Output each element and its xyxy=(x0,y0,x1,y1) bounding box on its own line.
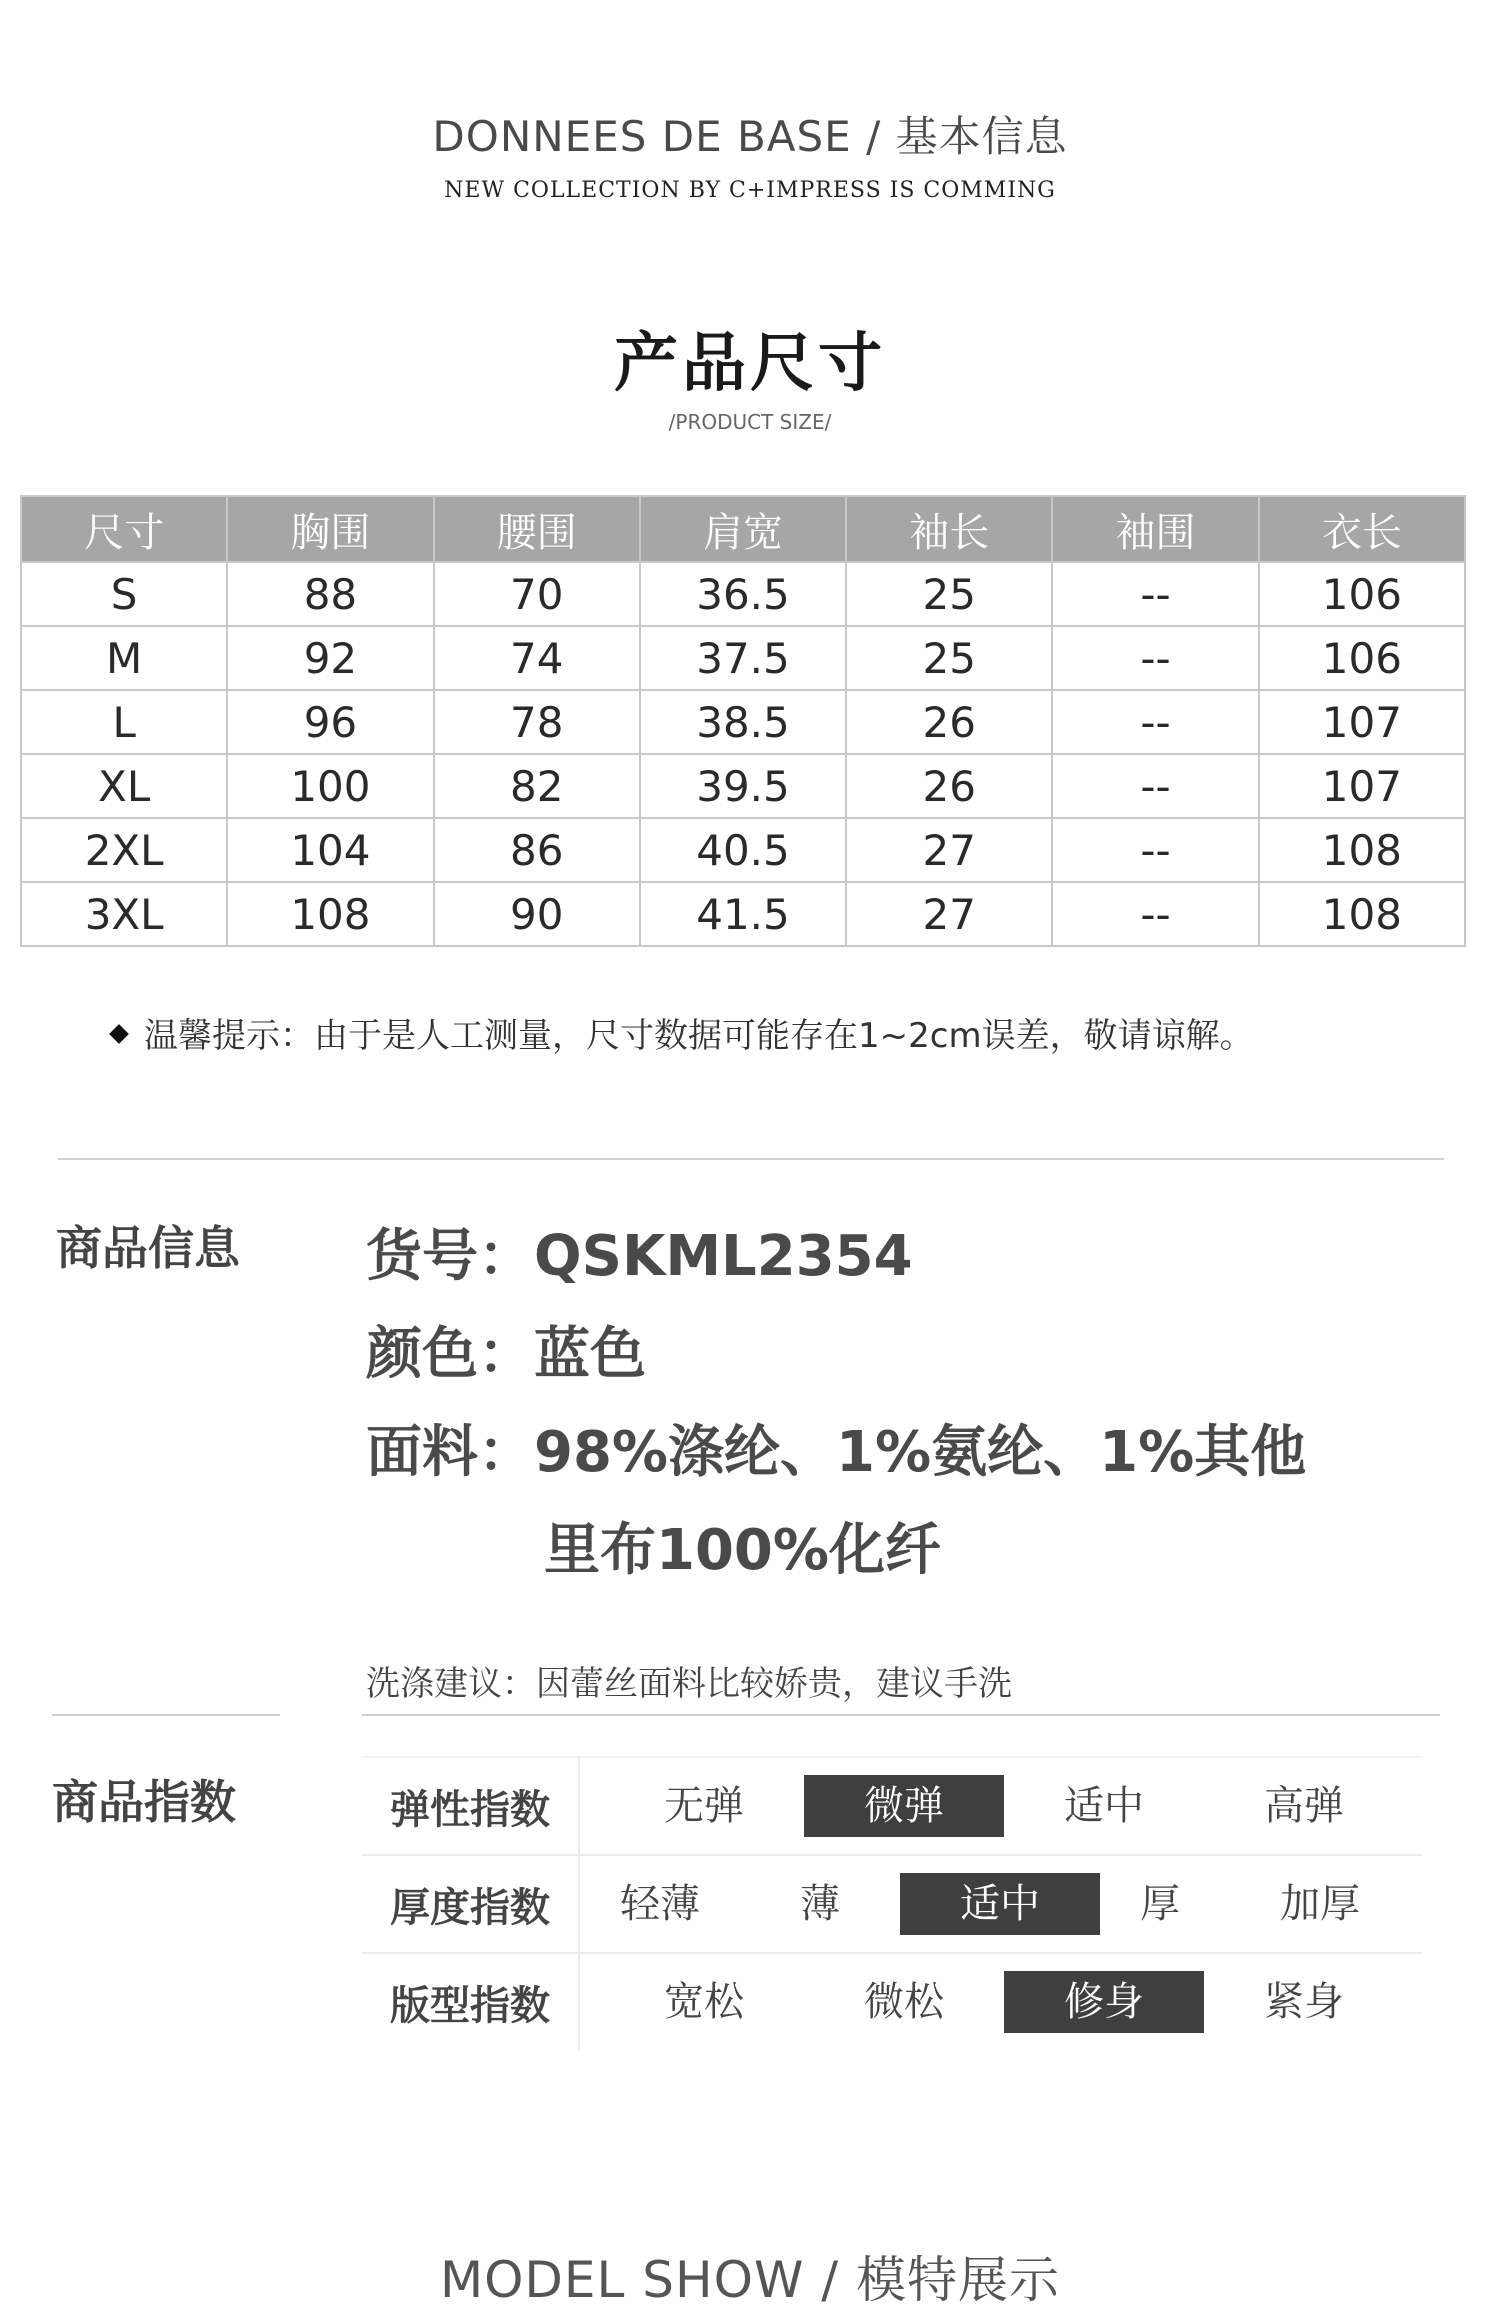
table-row xyxy=(21,690,1465,754)
table-cell: -- xyxy=(1052,626,1258,690)
table-cell: -- xyxy=(1052,818,1258,882)
diamond-bullet-icon xyxy=(109,1024,129,1044)
table-cell: 107 xyxy=(1259,754,1465,818)
divider xyxy=(58,1158,1444,1160)
index-option: 厚 xyxy=(1140,1881,1180,1927)
table-cell: -- xyxy=(1052,690,1258,754)
table-cell: 104 xyxy=(227,818,433,882)
table-cell: XL xyxy=(21,754,227,818)
product-size-title: 产品尺寸 xyxy=(614,327,886,401)
table-row xyxy=(21,626,1465,690)
index-name: 厚度指数 xyxy=(362,1855,579,1953)
item-number: 货号：QSKML2354 xyxy=(366,1224,913,1289)
fabric-info: 面料：98%涤纶、1%氨纶、1%其他 xyxy=(366,1420,1307,1485)
divider xyxy=(52,1714,280,1716)
index-option-selected: 修身 xyxy=(1004,1971,1204,2033)
table-row xyxy=(21,818,1465,882)
index-options xyxy=(580,1758,1422,1854)
table-cell: 108 xyxy=(1259,818,1465,882)
index-row-fit xyxy=(362,1953,1422,2050)
table-cell: 70 xyxy=(434,562,640,626)
index-options xyxy=(580,1856,1422,1952)
measurement-tip xyxy=(112,1008,1254,1057)
product-index-table xyxy=(362,1756,1422,2050)
index-row-elasticity xyxy=(362,1757,1422,1855)
table-cell: 100 xyxy=(227,754,433,818)
index-option-selected: 适中 xyxy=(900,1873,1100,1935)
index-option: 无弹 xyxy=(664,1783,744,1829)
table-cell: 36.5 xyxy=(640,562,846,626)
table-cell: 41.5 xyxy=(640,882,846,946)
table-cell: 107 xyxy=(1259,690,1465,754)
index-option: 加厚 xyxy=(1280,1881,1360,1927)
index-option-selected: 微弹 xyxy=(804,1775,1004,1837)
table-cell: 88 xyxy=(227,562,433,626)
index-option: 宽松 xyxy=(664,1979,744,2025)
header-cell: 肩宽 xyxy=(640,496,846,562)
table-cell: 86 xyxy=(434,818,640,882)
table-cell: 96 xyxy=(227,690,433,754)
table-row xyxy=(21,754,1465,818)
table-cell: 26 xyxy=(846,690,1052,754)
index-options xyxy=(580,1954,1422,2050)
table-cell: 38.5 xyxy=(640,690,846,754)
index-option: 薄 xyxy=(800,1881,840,1927)
table-cell: 25 xyxy=(846,626,1052,690)
size-table-header xyxy=(21,496,1465,562)
table-cell: 108 xyxy=(227,882,433,946)
table-cell: 25 xyxy=(846,562,1052,626)
collection-tagline: NEW COLLECTION BY C+IMPRESS IS COMMING xyxy=(444,178,1056,203)
table-cell: -- xyxy=(1052,754,1258,818)
wash-advice: 洗涤建议：因蕾丝面料比较娇贵，建议手洗 xyxy=(366,1664,1012,1704)
header-cell: 衣长 xyxy=(1259,496,1465,562)
size-table xyxy=(20,495,1466,947)
index-option: 高弹 xyxy=(1264,1783,1344,1829)
table-cell: -- xyxy=(1052,882,1258,946)
table-cell: 27 xyxy=(846,818,1052,882)
table-cell: 108 xyxy=(1259,882,1465,946)
table-cell: M xyxy=(21,626,227,690)
table-cell: 27 xyxy=(846,882,1052,946)
table-cell: 106 xyxy=(1259,626,1465,690)
table-cell: 39.5 xyxy=(640,754,846,818)
table-row xyxy=(21,562,1465,626)
table-cell: 37.5 xyxy=(640,626,846,690)
table-cell: S xyxy=(21,562,227,626)
index-name: 弹性指数 xyxy=(362,1757,579,1855)
index-option: 微松 xyxy=(864,1979,944,2025)
index-option: 紧身 xyxy=(1264,1979,1344,2025)
table-cell: 2XL xyxy=(21,818,227,882)
index-option: 适中 xyxy=(1064,1783,1144,1829)
table-cell: 78 xyxy=(434,690,640,754)
product-info-label: 商品信息 xyxy=(56,1221,240,1275)
table-cell: 40.5 xyxy=(640,818,846,882)
table-cell: -- xyxy=(1052,562,1258,626)
section-title-basic-info: DONNEES DE BASE / 基本信息 xyxy=(432,112,1068,161)
table-cell: 3XL xyxy=(21,882,227,946)
tip-text: 温馨提示：由于是人工测量，尺寸数据可能存在1~2cm误差，敬请谅解。 xyxy=(144,1016,1254,1056)
table-cell: 82 xyxy=(434,754,640,818)
index-row-thickness xyxy=(362,1855,1422,1953)
divider xyxy=(362,1714,1440,1716)
lining-info: 里布100%化纤 xyxy=(544,1518,942,1583)
index-name: 版型指数 xyxy=(362,1953,579,2050)
header-cell: 尺寸 xyxy=(21,496,227,562)
table-cell: 90 xyxy=(434,882,640,946)
table-cell: 74 xyxy=(434,626,640,690)
table-cell: 26 xyxy=(846,754,1052,818)
table-cell: L xyxy=(21,690,227,754)
header-cell: 袖围 xyxy=(1052,496,1258,562)
header-cell: 袖长 xyxy=(846,496,1052,562)
color-info: 颜色：蓝色 xyxy=(366,1322,646,1387)
header-cell: 腰围 xyxy=(434,496,640,562)
table-row xyxy=(21,882,1465,946)
product-index-label: 商品指数 xyxy=(52,1775,236,1829)
table-cell: 92 xyxy=(227,626,433,690)
header-cell: 胸围 xyxy=(227,496,433,562)
product-size-subtitle: /PRODUCT SIZE/ xyxy=(668,410,832,434)
index-option: 轻薄 xyxy=(620,1881,700,1927)
table-cell: 106 xyxy=(1259,562,1465,626)
model-show-title: MODEL SHOW / 模特展示 xyxy=(439,2251,1061,2309)
